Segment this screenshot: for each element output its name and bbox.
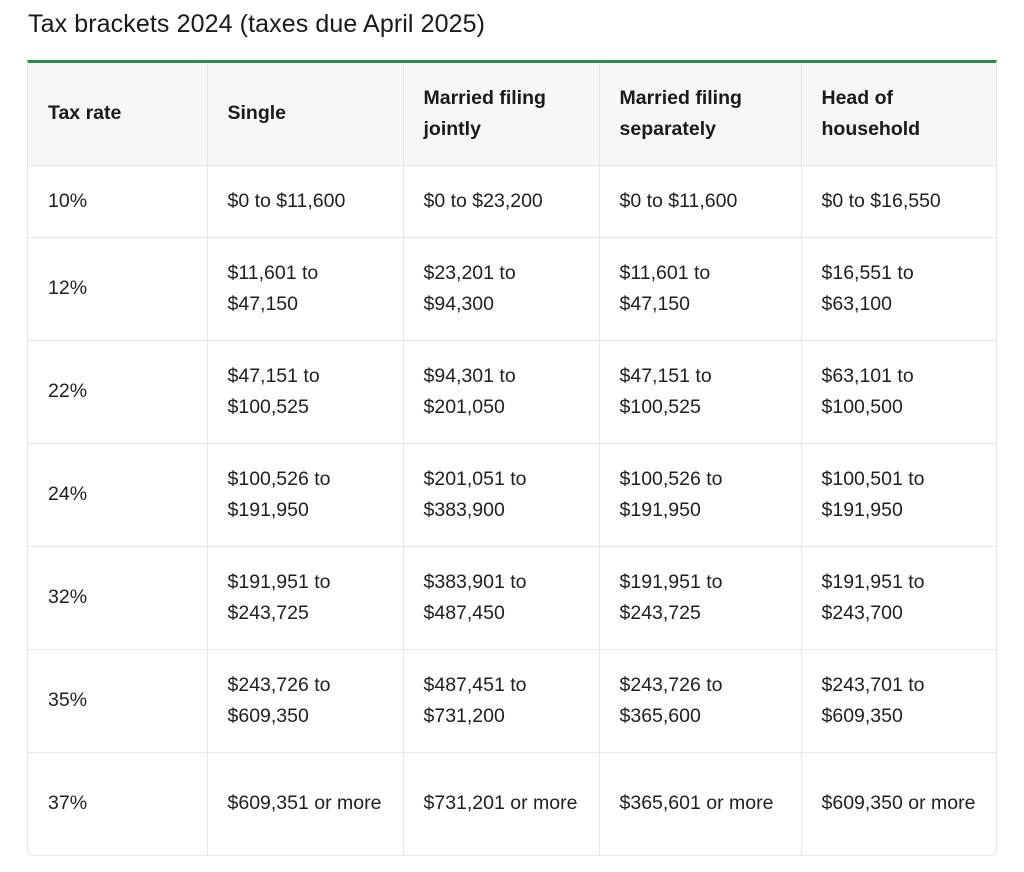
cell-head-of-household: $63,101 to $100,500 [801, 340, 996, 443]
cell-head-of-household: $609,350 or more [821, 792, 976, 815]
cell-tax-rate: 35% [28, 649, 207, 752]
cell-married-jointly: $23,201 to $94,300 [403, 237, 599, 340]
header-married-filing-jointly: Married filing jointly [403, 63, 599, 165]
tax-brackets-table-container [27, 60, 997, 856]
table-row [28, 340, 996, 443]
table-row [28, 649, 996, 752]
table-row [28, 546, 996, 649]
cell-tax-rate: 12% [28, 237, 207, 340]
cell-head-of-household: $0 to $16,550 [801, 165, 996, 237]
cell-married-separately: $11,601 to $47,150 [599, 237, 801, 340]
cell-single: $243,726 to $609,350 [207, 649, 403, 752]
cell-head-of-household: $243,701 to $609,350 [801, 649, 996, 752]
cell-tax-rate: 37% [28, 752, 207, 855]
cell-married-jointly: $731,201 or more [403, 752, 599, 855]
cell-head-of-household: $191,951 to $243,700 [801, 546, 996, 649]
tax-brackets-table [28, 63, 996, 855]
cell-married-separately: $191,951 to $243,725 [599, 546, 801, 649]
cell-married-separately: $47,151 to $100,525 [599, 340, 801, 443]
cell-tax-rate: 32% [28, 546, 207, 649]
header-single: Single [207, 63, 403, 165]
cell-married-separately: $100,526 to $191,950 [599, 443, 801, 546]
header-tax-rate: Tax rate [28, 63, 207, 165]
cell-head-of-household: $16,551 to $63,100 [801, 237, 996, 340]
cell-single: $0 to $11,600 [207, 165, 403, 237]
page-title: Tax brackets 2024 (taxes due April 2025) [28, 10, 486, 38]
cell-married-jointly: $0 to $23,200 [403, 165, 599, 237]
cell-head-of-household: $100,501 to $191,950 [801, 443, 996, 546]
cell-tax-rate: 22% [28, 340, 207, 443]
header-married-filing-separately: Married filing separately [599, 63, 801, 165]
cell-tax-rate: 24% [28, 443, 207, 546]
cell-married-jointly: $201,051 to $383,900 [403, 443, 599, 546]
cell-single: $47,151 to $100,525 [207, 340, 403, 443]
table-row [28, 443, 996, 546]
cell-single: $609,351 or more [207, 752, 403, 855]
cell-single: $191,951 to $243,725 [207, 546, 403, 649]
cell-married-jointly: $94,301 to $201,050 [403, 340, 599, 443]
cell-married-jointly: $383,901 to $487,450 [403, 546, 599, 649]
cell-married-separately: $365,601 or more [599, 752, 801, 855]
table-row [28, 237, 996, 340]
table-header-row [28, 63, 996, 165]
cell-single: $100,526 to $191,950 [207, 443, 403, 546]
cell-married-separately: $0 to $11,600 [599, 165, 801, 237]
cell-single: $11,601 to $47,150 [207, 237, 403, 340]
table-row [28, 165, 996, 237]
table-row [28, 752, 996, 855]
cell-tax-rate: 10% [28, 165, 207, 237]
cell-married-jointly: $487,451 to $731,200 [403, 649, 599, 752]
header-head-of-household: Head of household [801, 63, 996, 165]
cell-married-separately: $243,726 to $365,600 [599, 649, 801, 752]
